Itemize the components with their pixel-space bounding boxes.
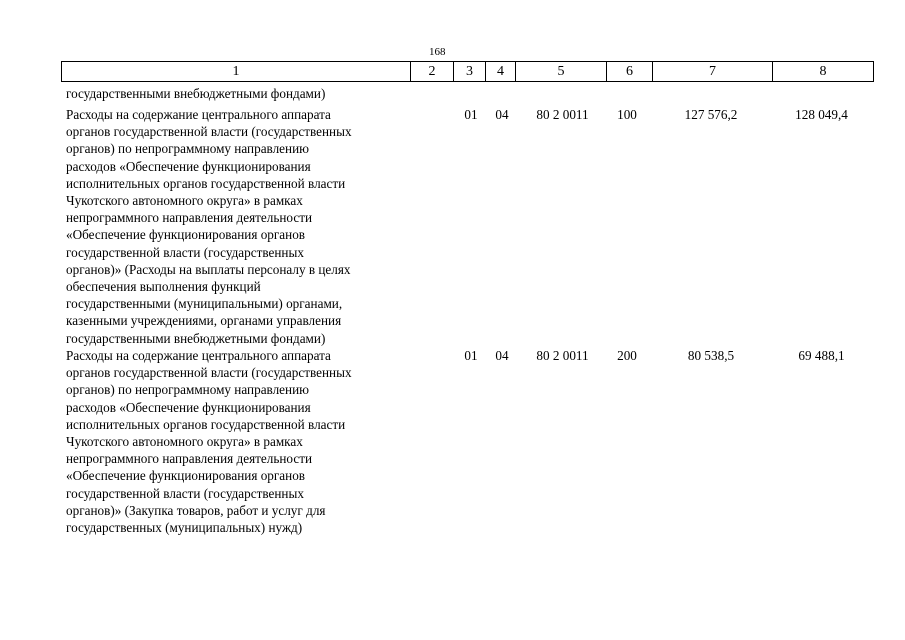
continuation-text: государственными внебюджетными фондами) xyxy=(66,86,326,101)
row-1-line: государственной власти (государственных xyxy=(66,244,304,260)
row-1-line: органов) по непрограммному направлению xyxy=(66,141,309,157)
row-1-line: государственными внебюджетными фондами) xyxy=(66,330,326,346)
header-col-7: 7 xyxy=(653,62,773,82)
row-1-line: казенными учреждениями, органами управления xyxy=(66,313,342,329)
row-2-line: органов государственной власти (государственных xyxy=(66,365,352,381)
row-2-line: Чукотского автономного округа» в рамках xyxy=(66,434,303,450)
table-header xyxy=(61,61,874,82)
row-1-col-5: 80 2 0011 xyxy=(536,107,589,122)
row-2-line: «Обеспечение функционирования органов xyxy=(66,468,306,484)
row-1-line: исполнительных органов государственной власти xyxy=(66,175,346,191)
row-1-line: органов)» (Расходы на выплаты персоналу в целях xyxy=(66,261,351,277)
row-2-line: органов)» (Закупка товаров, работ и услуг для xyxy=(66,502,326,518)
row-2-line: государственной власти (государственных xyxy=(66,485,304,501)
header-col-4: 4 xyxy=(486,62,516,82)
row-1-line: Чукотского автономного округа» в рамках xyxy=(66,193,303,209)
row-1-description xyxy=(66,106,411,347)
header-col-5: 5 xyxy=(516,62,607,82)
row-1-line: обеспечения выполнения функций xyxy=(66,279,261,295)
row-2-col-6: 200 xyxy=(617,348,637,363)
row-1-col-6: 100 xyxy=(617,107,637,122)
row-2-col-7: 80 538,5 xyxy=(687,348,735,363)
row-1-line: государственными (муниципальными) органами, xyxy=(66,296,343,312)
row-2-line: исполнительных органов государственной власти xyxy=(66,416,346,432)
row-1-line: расходов «Обеспечение функционирования xyxy=(66,158,311,174)
row-2-line: непрограммного направления деятельности xyxy=(66,451,313,467)
row-2-col-8: 69 488,1 xyxy=(798,348,845,363)
row-2-col-5: 80 2 0011 xyxy=(536,348,589,363)
row-2-description xyxy=(66,347,411,536)
row-1-col-3: 01 xyxy=(464,107,478,122)
header-col-3: 3 xyxy=(454,62,486,82)
row-2-line: органов) по непрограммному направлению xyxy=(66,382,309,398)
row-1-col-7: 127 576,2 xyxy=(684,107,738,122)
row-1-col-8: 128 049,4 xyxy=(795,107,848,122)
row-2-col-4: 04 xyxy=(495,348,509,363)
page-number: 168 xyxy=(429,46,446,58)
row-1-col-4: 04 xyxy=(495,107,509,122)
row-2-line: государственных (муниципальных) нужд) xyxy=(66,520,303,536)
row-1-line: органов государственной власти (государственных xyxy=(66,124,352,140)
row-2-line: Расходы на содержание центрального аппарата xyxy=(66,348,331,363)
header-col-6: 6 xyxy=(607,62,653,82)
row-1-line: Расходы на содержание центрального аппарата xyxy=(66,107,331,122)
header-col-2: 2 xyxy=(411,62,454,82)
row-1-line: «Обеспечение функционирования органов xyxy=(66,227,306,243)
header-col-1: 1 xyxy=(62,62,411,82)
header-col-8: 8 xyxy=(773,62,874,82)
row-2-col-3: 01 xyxy=(464,348,478,363)
row-2-line: расходов «Обеспечение функционирования xyxy=(66,399,311,415)
row-1-line: непрограммного направления деятельности xyxy=(66,210,313,226)
